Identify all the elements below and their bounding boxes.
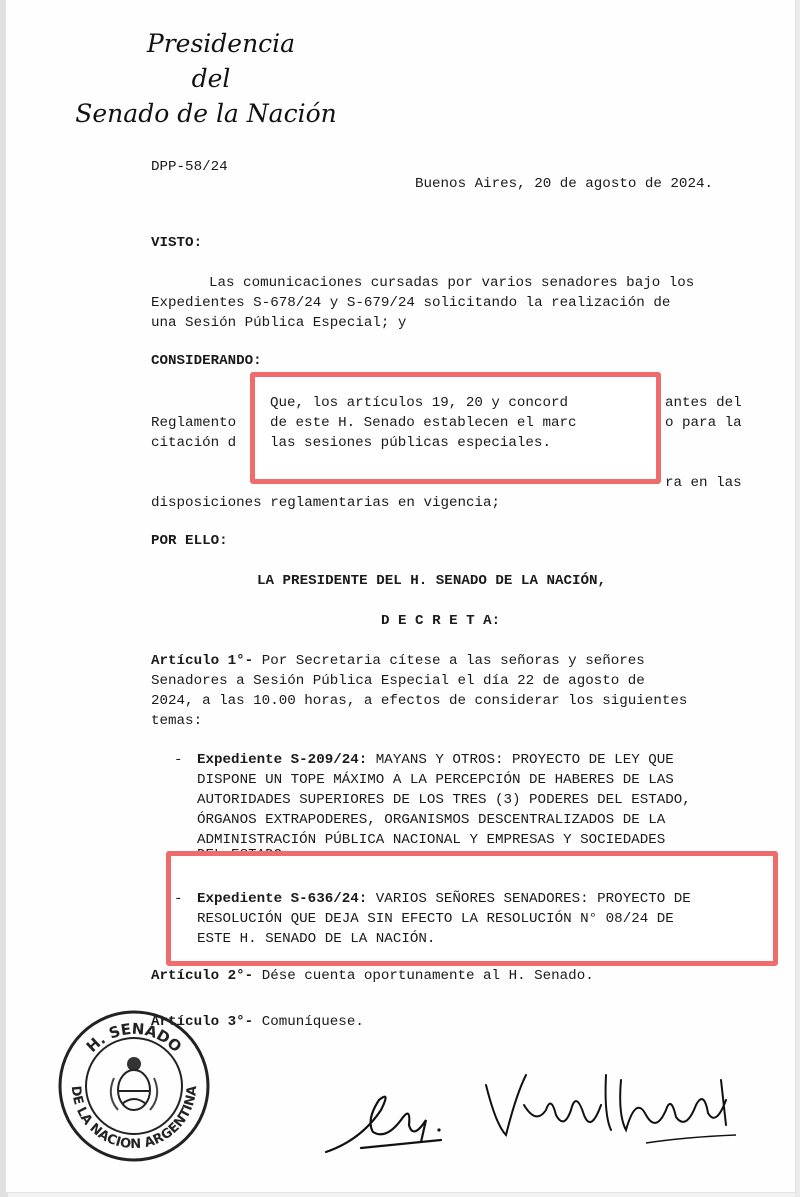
place-date: Buenos Aires, 20 de agosto de 2024. (415, 176, 713, 192)
item-2-text-1: VARIOS SEÑORES SENADORES: PROYECTO DE (375, 891, 691, 907)
document-page (6, 0, 795, 1192)
signature-1 (321, 1070, 451, 1160)
letterhead-line-2: del (191, 64, 231, 93)
article-1-text-1: Por Secretaria cítese a las señoras y señores (261, 653, 645, 669)
article-1-line-2: Senadores a Sesión Pública Especial el día 22 de agosto de (151, 673, 645, 689)
letterhead-line-3: Senado de la Nación (75, 99, 337, 128)
coat-of-arms-icon (111, 1057, 157, 1110)
article-1-line-4: temas: (151, 713, 203, 729)
svg-text:H. SENADO (83, 1020, 185, 1056)
letterhead-line-1: Presidencia (146, 29, 296, 58)
considerando-last-line: disposiciones reglamentarias en vigencia; (151, 495, 501, 511)
scan-edge-right (795, 0, 800, 1197)
signature-2 (476, 1055, 746, 1150)
considerando-highlight-line-2: de este H. Senado establecen el marc (270, 415, 577, 431)
considerando-partial-tail: ra en las (665, 475, 742, 491)
item-1-label: Expediente S-209/24: (197, 752, 368, 768)
item-2-line-2: RESOLUCIÓN QUE DEJA SIN EFECTO LA RESOLUCIÓN N° 08/24 DE (197, 911, 674, 927)
item-2-dash: - (174, 891, 183, 907)
item-2-line-1 (197, 889, 691, 909)
item-1-line-4: ÓRGANOS EXTRAPODERES, ORGANISMOS DESCENTRALIZADOS DE LA (197, 812, 666, 828)
item-1-text-1: MAYANS Y OTROS: PROYECTO DE LEY QUE (375, 752, 674, 768)
article-1-line-3: 2024, a las 10.00 horas, a efectos de considerar los siguientes (151, 693, 688, 709)
item-1-line-5: ADMINISTRACIÓN PÚBLICA NACIONAL Y EMPRESAS Y SOCIEDADES (197, 832, 666, 848)
article-2-label: Artículo 2°- (151, 968, 254, 984)
item-2-label: Expediente S-636/24: (197, 891, 368, 907)
considerando-highlight-line-1: Que, los artículos 19, 20 y concord (270, 395, 568, 411)
considerando-heading: CONSIDERANDO: (151, 353, 262, 369)
item-1-line-3: AUTORIDADES SUPERIORES DE LOS TRES (3) PODERES DEL ESTADO, (197, 792, 691, 808)
item-1-dash: - (174, 752, 183, 768)
seal-text-top: H. SENADO (82, 1019, 186, 1056)
authority-line: LA PRESIDENTE DEL H. SENADO DE LA NACIÓN, (257, 573, 607, 589)
article-3-text: Comuníquese. (261, 1014, 364, 1030)
item-1-line-1 (197, 750, 674, 770)
item-1-line-2: DISPONE UN TOPE MÁXIMO A LA PERCEPCIÓN DE HABERES DE LAS (197, 772, 674, 788)
article-2 (151, 966, 594, 986)
considerando-line-1-tail: antes del (665, 395, 742, 411)
decreta-heading: D E C R E T A: (381, 613, 501, 629)
visto-heading: VISTO: (151, 235, 203, 251)
considerando-line-2-tail: o para la (665, 415, 742, 431)
considerando-left-partial-2: citación d (151, 435, 237, 451)
considerando-left-partial-1: Reglamento (151, 415, 237, 431)
article-1-line-1 (151, 651, 645, 671)
visto-line-2: Expedientes S-678/24 y S-679/24 solicitando la realización de (151, 295, 671, 311)
visto-line-1: Las comunicaciones cursadas por varios senadores bajo los (209, 275, 695, 291)
item-2-line-3: ESTE H. SENADO DE LA NACIÓN. (197, 931, 436, 947)
article-1-label: Artículo 1°- (151, 653, 254, 669)
reference-number: DPP-58/24 (151, 159, 228, 175)
letterhead (66, 26, 356, 131)
senate-seal-stamp (56, 1008, 211, 1163)
por-ello: POR ELLO: (151, 533, 228, 549)
article-2-text: Dése cuenta oportunamente al H. Senado. (261, 968, 594, 984)
considerando-highlight-line-3: las sesiones públicas especiales. (270, 435, 551, 451)
visto-line-3: una Sesión Pública Especial; y (151, 315, 407, 331)
seal-text-bottom: DE LA NACION ARGENTINA (67, 1085, 201, 1153)
article-3-label: Artículo 3°- (151, 1014, 254, 1030)
